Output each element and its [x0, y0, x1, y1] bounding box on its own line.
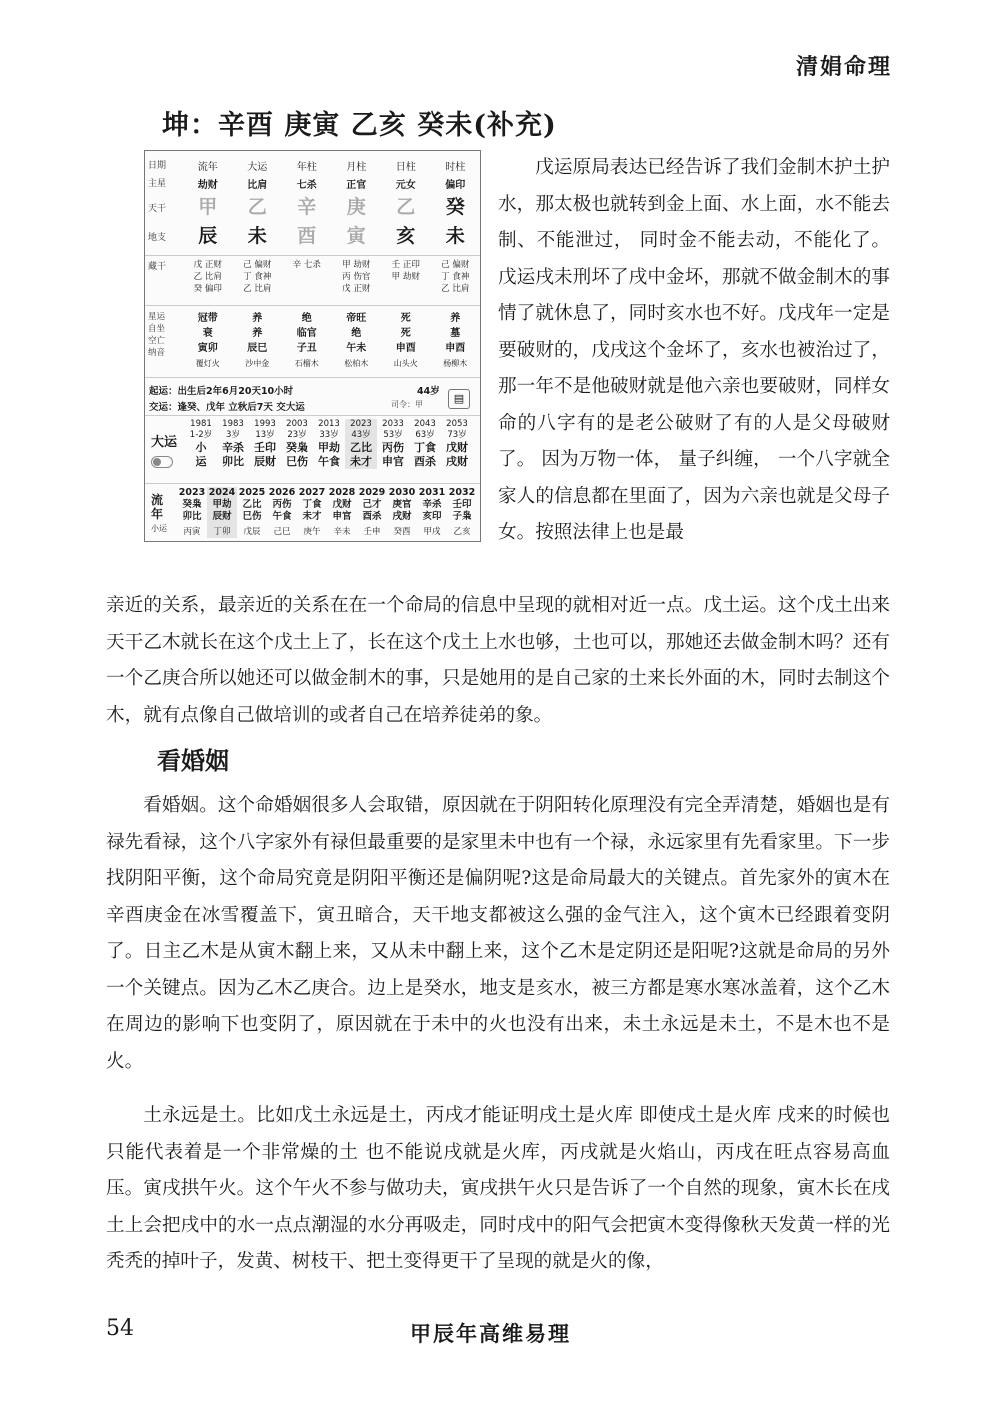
liunian-year: 2032	[448, 487, 476, 498]
dayun-gz: 丙伤	[382, 441, 404, 454]
dayun-gz: 壬印	[254, 441, 276, 454]
dayun-gz: 辛杀	[222, 441, 244, 454]
dayun-column[interactable]	[409, 419, 441, 469]
stem-cell: 癸	[445, 196, 465, 218]
chart-header: 年柱	[296, 162, 317, 173]
star-value: 石榴木	[294, 359, 319, 368]
liunian-xiaoyun: 甲戌	[423, 527, 441, 537]
liunian-xiaoyun: 乙亥	[453, 527, 471, 537]
liunian-xiaoyun: 壬申	[363, 527, 381, 537]
hidden-item: 戊 正财	[342, 284, 371, 294]
toggle-switch[interactable]	[151, 456, 173, 468]
liunian-gz: 戌财	[392, 511, 412, 522]
paragraph-marriage: 看婚姻。这个命婚姻很多人会取错，原因就在于阴阳转化原理没有完全弄清楚，婚姻也是有禄先看禄，这个八字家外有禄但最重要的是家里未中也有一个禄，永远家里有先看家里。下一步找阴阳平衡，这个命局究竟是阴阳平衡还是偏阴呢?这是命局最大的关键点。首先家外的寅木在辛酉庚金在冰雪覆盖下，寅丑暗合，天干地支都被这么强的金气注入，这个寅木已经跟着变阴了。日主乙木是从寅木翻上来，又从未中翻上来，这个乙木是定阴还是阳呢?这就是命局的另外一个关键点。因为乙木乙庚合。边上是癸水，地支是亥水，被三方都是寒水寒冰盖着，这个乙木在周边的影响下也变阴了，原因就在于未中的火也没有出来，未土永远是未土，不是木也不是火。	[106, 795, 890, 1072]
chart-header: 月柱	[346, 162, 367, 173]
jiaoyun-info: 交运：逢癸、戊年 立秋后7天 交大运	[149, 402, 305, 413]
star-labels	[145, 311, 183, 371]
page-title: 坤：辛酉 庚寅 乙亥 癸未(补充)	[162, 110, 557, 141]
star-value: 死	[400, 328, 411, 339]
dayun-age: 63岁	[415, 430, 435, 440]
hidden-item: 己 偏财	[243, 260, 272, 270]
liunian-gz: 子枭	[452, 511, 472, 522]
liunian-xiaoyun: 己巳	[273, 527, 291, 537]
row-label: 地支	[148, 233, 167, 243]
hidden-item: 壬 正印	[391, 260, 420, 270]
branch-row	[145, 224, 480, 248]
dayun-gz: 辰财	[254, 455, 276, 468]
star-value: 午未	[346, 343, 367, 354]
stem-cell: 甲	[198, 196, 218, 218]
dayun-gz: 甲劫	[318, 441, 340, 454]
hidden-item: 甲 劫财	[342, 260, 371, 270]
star-col	[183, 311, 233, 371]
chart-header: 时柱	[445, 162, 466, 173]
chart-header: 流年	[197, 162, 218, 173]
chart-header-row	[145, 158, 480, 173]
star-value: 申酉	[445, 343, 466, 354]
liunian-gz: 庚官	[392, 499, 412, 510]
main-star-cell: 劫财	[197, 180, 218, 191]
row-label: 主星	[148, 179, 167, 189]
hidden-item: 丁 食神	[441, 272, 470, 282]
qiyun-age: 44岁	[417, 386, 440, 397]
dayun-column[interactable]	[281, 419, 313, 469]
main-star-cell: 七杀	[296, 180, 317, 191]
liunian-year: 2027	[298, 487, 326, 498]
dayun-year: 2023	[350, 419, 372, 429]
star-col	[233, 311, 283, 371]
dayun-column[interactable]	[249, 419, 281, 469]
liunian-gz: 戊财	[332, 499, 352, 510]
branch-cell: 酉	[297, 225, 317, 247]
main-star-cell: 元女	[395, 180, 416, 191]
dayun-gz: 癸枭	[286, 441, 308, 454]
hidden-stem-row	[145, 259, 480, 295]
dayun-gz: 戊财	[446, 441, 468, 454]
dayun-label: 大运	[151, 435, 178, 450]
dayun-column[interactable]	[185, 419, 217, 469]
main-star-cell: 正官	[346, 180, 367, 191]
star-value: 养	[252, 328, 263, 339]
liunian-gz: 申官	[332, 511, 352, 522]
stem-cell: 辛	[297, 196, 317, 218]
paragraph-side: 戊运原局表达已经告诉了我们金制木护土护水，那太极也就转到金上面、水上面，水不能去制、不能泄过， 同时金不能去动，不能化了。戊运戌未刑坏了戌中金坏，那就不做金制木的事情了就休息了，同时亥水也不好。戊戌年一定是要破财的，戊戌这个金坏了，亥水也被治过了，那一年不是他破财就是他六亲也要破财，同样女命的八字有的是老公破财了有的人是父母破财了。 因为万物一体， 量子纠缠， 一个八字就全家人的信息都在里面了，因为六亲也就是父母子女。按照法律上也是最	[498, 157, 890, 543]
liunian-column[interactable]	[357, 487, 387, 538]
chart-header: 大运	[247, 162, 268, 173]
liunian-xiaoyun: 戊辰	[243, 527, 261, 537]
star-value: 子丑	[296, 343, 317, 354]
dayun-age: 3岁	[226, 430, 240, 440]
star-value: 覆灯火	[195, 359, 220, 368]
liunian-gz: 未才	[302, 511, 322, 522]
hidden-col	[282, 259, 332, 295]
paragraph-continued: 亲近的关系，最亲近的关系在在一个命局的信息中呈现的就相对近一点。戊土运。这个戊土出来天干乙木就长在这个戊土上了，长在这个戊土上水也够，土也可以，那她还去做金制木吗？还有一个乙庚合所以她还可以做金制木的事，只是她用的是自己家的土来长外面的木，同时去制这个木，就有点像自己做培训的或者自己在培养徒弟的象。	[106, 595, 890, 726]
liunian-gz: 卯比	[182, 511, 202, 522]
liunian-xiaoyun: 癸酉	[393, 527, 411, 537]
dayun-gz: 运	[195, 455, 207, 468]
dayun-year: 2053	[446, 419, 468, 429]
dayun-year: 1993	[254, 419, 276, 429]
star-value: 养	[450, 313, 461, 324]
dayun-year: 2033	[382, 419, 404, 429]
liunian-column[interactable]	[447, 487, 477, 538]
bazi-chart	[144, 150, 481, 542]
star-value: 帝旺	[346, 313, 367, 324]
liunian-column[interactable]	[297, 487, 327, 538]
dayun-age: 53岁	[383, 430, 403, 440]
star-value: 养	[252, 313, 263, 324]
dayun-gz: 乙比	[350, 441, 372, 454]
star-value: 冠带	[197, 313, 218, 324]
toggle-knob	[153, 458, 161, 466]
star-value: 辰巳	[247, 343, 268, 354]
liunian-xiaoyun: 辛未	[333, 527, 351, 537]
qiyun-info: 起运：出生后2年6月20天10小时	[149, 386, 294, 397]
star-col	[381, 311, 431, 371]
divider	[145, 377, 480, 378]
dayun-year: 1981	[190, 419, 212, 429]
liunian-xiaoyun: 丁卯	[213, 527, 231, 537]
hidden-col	[183, 259, 233, 295]
liunian-gz: 辛杀	[422, 499, 442, 510]
liunian-column[interactable]	[387, 487, 417, 538]
star-value: 松柏木	[344, 359, 369, 368]
row-label: 自坐	[148, 324, 166, 334]
dayun-age: 43岁	[351, 430, 371, 440]
row-label: 空亡	[148, 336, 166, 346]
main-star-cell: 比肩	[247, 180, 268, 191]
liunian-xiaoyun: 庚午	[303, 527, 321, 537]
dayun-gz: 巳伤	[286, 455, 308, 468]
liunian-year: 2023	[178, 487, 206, 498]
star-col	[332, 311, 382, 371]
section-heading: 看婚姻	[157, 746, 229, 775]
hidden-item: 辛 七杀	[292, 260, 321, 270]
dayun-year: 2043	[414, 419, 436, 429]
liunian-year: 2024	[208, 487, 236, 498]
hidden-item: 甲 劫财	[391, 272, 420, 282]
row-label: 星运	[148, 312, 166, 322]
dayun-column[interactable]	[217, 419, 249, 469]
stem-cell: 乙	[247, 196, 267, 218]
hidden-item: 丁 食神	[243, 272, 272, 282]
hidden-item: 乙 比肩	[193, 272, 222, 282]
liunian-gz: 午食	[272, 511, 292, 522]
liunian-label: 流年	[151, 493, 164, 521]
divider	[145, 483, 480, 484]
hidden-item: 丙 伤官	[342, 272, 371, 282]
dayun-year: 2003	[286, 419, 308, 429]
dayun-age: 33岁	[319, 430, 339, 440]
dayun-gz: 申官	[382, 455, 404, 468]
star-block	[145, 311, 480, 371]
divider	[145, 255, 480, 256]
hidden-item: 癸 偏印	[193, 284, 222, 294]
liunian-gz: 癸枭	[182, 499, 202, 510]
footer-title: 甲辰年高维易理	[410, 1321, 571, 1346]
star-value: 墓	[450, 328, 461, 339]
star-col	[282, 311, 332, 371]
liunian-gz: 丁食	[302, 499, 322, 510]
dayun-column[interactable]	[377, 419, 409, 469]
liunian-year: 2028	[328, 487, 356, 498]
star-value: 山头火	[393, 359, 418, 368]
liunian-gz: 己才	[362, 499, 382, 510]
star-value: 绝	[351, 328, 362, 339]
liunian-column[interactable]	[207, 487, 237, 538]
dayun-age: 1-2岁	[189, 430, 213, 440]
xiaoyun-row-label: 小运	[151, 524, 167, 533]
hidden-item: 乙 比肩	[243, 284, 272, 294]
star-value: 临官	[296, 328, 317, 339]
liunian-gz: 丙伤	[272, 499, 292, 510]
siling-info: 司令：甲	[391, 400, 423, 409]
liunian-gz: 巳伤	[242, 511, 262, 522]
hidden-col	[332, 259, 382, 295]
dayun-year: 2013	[318, 419, 340, 429]
liunian-gz: 亥印	[422, 511, 442, 522]
dayun-age: 73岁	[447, 430, 467, 440]
dayun-gz: 戌财	[446, 455, 468, 468]
hidden-item: 乙 比肩	[441, 284, 470, 294]
stem-cell: 庚	[346, 196, 366, 218]
paragraph-earth: 土永远是土。比如戊土永远是土，丙戌才能证明戌土是火库 即使戌土是火库 戌来的时候也只能代表着是一个非常燥的土 也不能说戌就是火库，丙戌就是火焰山，丙戌在旺点容易高血压。寅戌拱午火。这个午火不参与做功夫，寅戌拱午火只是告诉了一个自然的现象，寅木长在戌土上会把戌中的水一点点潮湿的水分再吸走，同时戌中的阳气会把寅木变得像秋天发黄一样的光秃秃的掉叶子，发黄、树枝干、把土变得更干了呈现的就是火的像，	[106, 1105, 890, 1272]
row-label: 藏干	[148, 262, 167, 272]
dayun-gz: 午食	[318, 455, 340, 468]
star-value: 衰	[202, 328, 213, 339]
dayun-year: 1983	[222, 419, 244, 429]
dayun-column[interactable]	[441, 419, 473, 469]
hidden-col	[381, 259, 431, 295]
dayun-gz: 酉杀	[414, 455, 436, 468]
liunian-gz: 乙比	[242, 499, 262, 510]
dayun-gz: 卯比	[222, 455, 244, 468]
page-number: 54	[106, 1316, 134, 1341]
star-value: 杨柳木	[443, 359, 468, 368]
stem-cell: 乙	[396, 196, 416, 218]
liunian-gz: 壬印	[452, 499, 472, 510]
chart-header: 日柱	[395, 162, 416, 173]
liunian-year: 2025	[238, 487, 266, 498]
row-label: 纳音	[148, 348, 166, 358]
header-brand: 清娟命理	[795, 54, 892, 80]
star-value: 沙中金	[245, 359, 270, 368]
liunian-year: 2029	[358, 487, 386, 498]
calendar-icon[interactable]: ▤	[448, 389, 470, 409]
hidden-item: 己 偏财	[441, 260, 470, 270]
dayun-age: 13岁	[255, 430, 275, 440]
dayun-gz: 丁食	[414, 441, 436, 454]
branch-cell: 辰	[198, 225, 218, 247]
liunian-column[interactable]	[267, 487, 297, 538]
dayun-column[interactable]	[313, 419, 345, 469]
branch-cell: 亥	[396, 225, 416, 247]
branch-cell: 寅	[346, 225, 366, 247]
star-value: 死	[400, 313, 411, 324]
liunian-year: 2030	[388, 487, 416, 498]
dayun-column[interactable]	[345, 419, 377, 469]
row-label: 天干	[148, 204, 167, 214]
dayun-age: 23岁	[287, 430, 307, 440]
star-value: 申酉	[395, 343, 416, 354]
star-value: 寅卯	[197, 343, 218, 354]
liunian-column[interactable]	[417, 487, 447, 538]
dayun-gz: 未才	[350, 455, 372, 468]
branch-cell: 未	[247, 225, 267, 247]
liunian-gz: 甲劫	[212, 499, 232, 510]
liunian-gz: 酉杀	[362, 511, 382, 522]
liunian-year: 2026	[268, 487, 296, 498]
stem-row	[145, 195, 480, 219]
star-col	[431, 311, 481, 371]
hidden-item: 戊 正财	[193, 260, 222, 270]
liunian-xiaoyun: 丙寅	[183, 527, 201, 537]
branch-cell: 未	[445, 225, 465, 247]
divider	[145, 305, 480, 306]
liunian-gz: 辰财	[212, 511, 232, 522]
dayun-gz: 小	[195, 441, 207, 454]
hidden-col	[233, 259, 283, 295]
liunian-year: 2031	[418, 487, 446, 498]
star-value: 绝	[301, 313, 312, 324]
liunian-column[interactable]	[237, 487, 267, 538]
main-star-row	[145, 176, 480, 191]
hidden-col	[431, 259, 481, 295]
liunian-column[interactable]	[177, 487, 207, 538]
divider	[145, 415, 480, 416]
liunian-column[interactable]	[327, 487, 357, 538]
chart-header: 日期	[148, 161, 167, 171]
main-star-cell: 偏印	[445, 180, 466, 191]
